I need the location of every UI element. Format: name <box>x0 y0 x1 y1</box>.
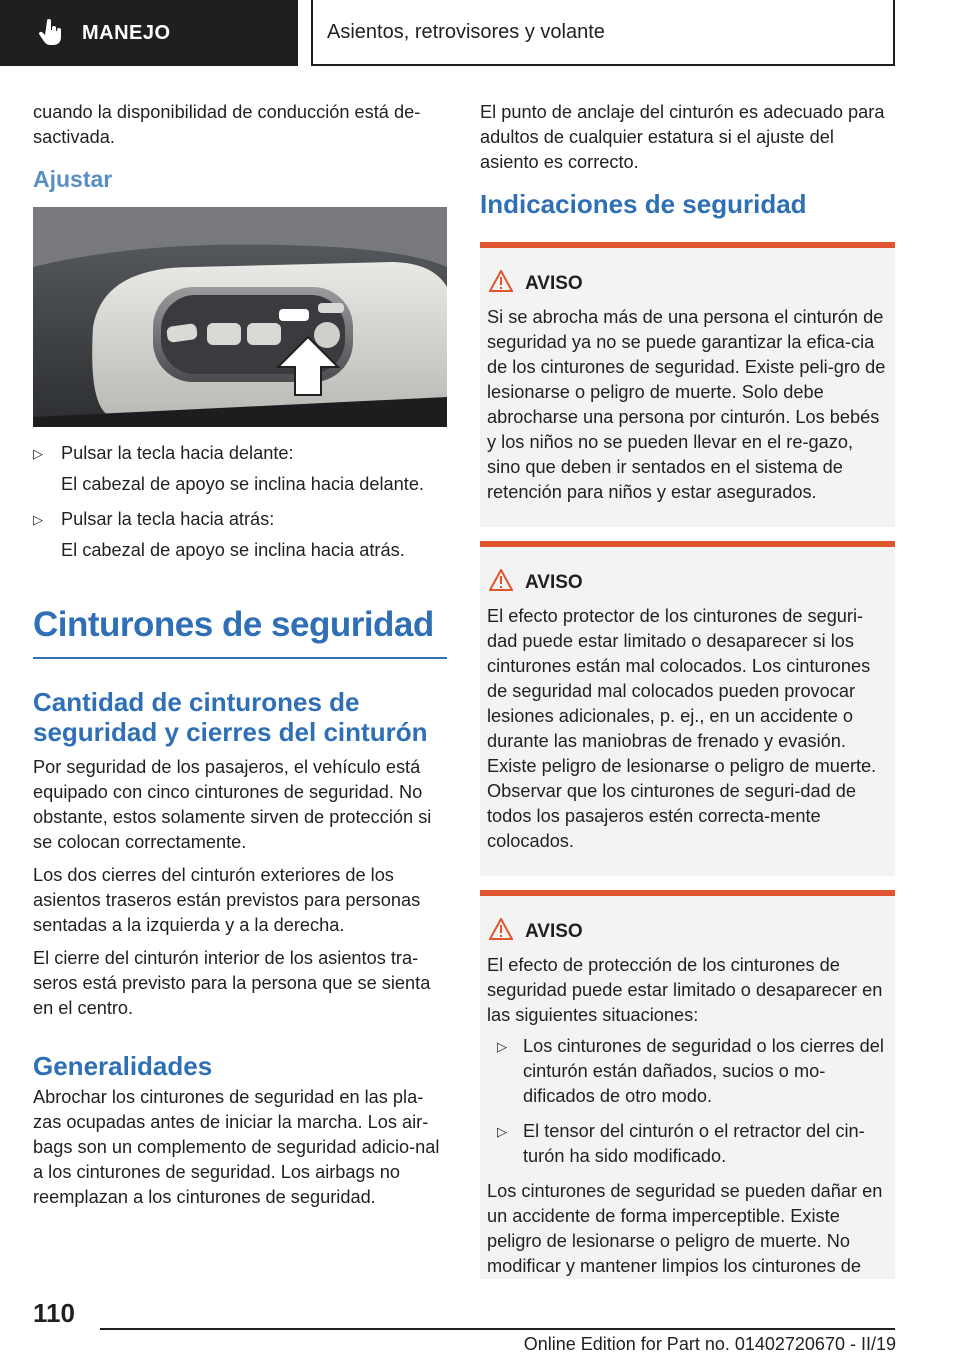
warning-triangle-icon <box>489 569 513 596</box>
header-section-title: MANEJO <box>82 21 171 44</box>
anchor-intro-text: El punto de anclaje del cinturón es adecuado para adultos de cualquier estatura si el ajuste del asiento es correcto. <box>480 102 885 172</box>
paragraph: El cierre del cinturón interior de los asientos tra-seros está previsto para la persona que se sienta en el centro. <box>33 948 431 1018</box>
triangle-bullet-icon: ▷ <box>497 1124 507 1139</box>
triangle-bullet-icon: ▷ <box>497 1039 507 1054</box>
triangle-bullet-icon: ▷ <box>33 512 43 527</box>
page-number: 110 <box>33 1298 75 1328</box>
footer-edition: Online Edition for Part no. 01402720670 - II/19 <box>523 1334 896 1354</box>
seat-controls-photo <box>33 207 447 427</box>
intro-text: cuando la disponibilidad de conducción está de-sactivada. <box>33 102 421 147</box>
list-item-result: El cabezal de apoyo se inclina hacia delante. <box>61 474 424 494</box>
header-chapter-title: Asientos, retrovisores y volante <box>327 20 605 43</box>
warning-triangle-icon <box>489 270 513 297</box>
triangle-bullet-icon: ▷ <box>33 446 43 461</box>
warning-continued-text: Los cinturones de seguridad se pueden dañar en un accidente de forma imperceptible. Existe peligro de lesionarse o peligro de muerte. No modificar y mantener limpios los cinturones de <box>487 1181 883 1276</box>
list-item <box>33 507 447 563</box>
general-paragraph: Abrochar los cinturones de seguridad en las pla-zas ocupadas antes de iniciar la marcha. Los air-bags son un complemento de seguridad adicio-nal a los cinturones de seguridad. Los airbags no reemplazan a los cinturones de seguridad. <box>33 1087 440 1207</box>
warning-text: El efecto de protección de los cinturones de seguridad puede estar limitado o desaparecer en las siguientes situaciones: <box>487 955 883 1025</box>
list-item-text: Pulsar la tecla hacia atrás: <box>61 509 275 529</box>
warning-box <box>480 242 895 527</box>
right-column <box>480 100 895 1285</box>
footer-divider <box>100 1328 895 1330</box>
left-column <box>33 100 447 1218</box>
adjust-list <box>33 441 447 563</box>
warning-box <box>480 890 895 1279</box>
warning-label: AVISO <box>525 920 583 942</box>
warning-triangle-icon <box>489 918 513 945</box>
hand-pointer-icon <box>36 18 66 48</box>
paragraph: Los dos cierres del cinturón exteriores de los asientos traseros están previstos para personas sentadas a la izquierda y a la derecha. <box>33 865 421 935</box>
list-item-text: Los cinturones de seguridad o los cierres del cinturón están dañados, sucios o mo-dificados de otro modo. <box>523 1036 884 1106</box>
list-item-text: El tensor del cinturón o el retractor del cin-turón ha sido modificado. <box>523 1121 865 1166</box>
safety-heading: Indicaciones de seguridad <box>480 189 807 219</box>
main-heading: Cinturones de seguridad <box>33 605 447 659</box>
warning-label: AVISO <box>525 272 583 294</box>
adjust-heading: Ajustar <box>33 166 113 192</box>
paragraph: Por seguridad de los pasajeros, el vehículo está equipado con cinco cinturones de seguridad. No obstante, estos solamente sirven de protección si se colocan correctamente. <box>33 757 432 852</box>
list-item <box>487 1119 888 1169</box>
header-section-tab <box>0 0 298 66</box>
warning-text: Si se abrocha más de una persona el cinturón de seguridad ya no se puede garantizar la efica-cia de los cinturones de seguridad. Existe peli-gro de lesionarse o peligro de muerte. Solo debe abrocharse una persona por cinturón. Los bebés y los niños no se pueden llevar en el re-gazo, sino que deben ir sentados en el sistema de retención para niños y estar asegurados. <box>487 307 886 502</box>
sub-heading: Cantidad de cinturones de seguridad y cierres del cinturón <box>33 687 428 747</box>
list-item <box>487 1034 888 1109</box>
general-heading: Generalidades <box>33 1051 213 1081</box>
warning-list <box>487 1034 888 1169</box>
warning-text: El efecto protector de los cinturones de seguri-dad puede estar limitado o desaparecer si los cinturones están mal colocados. Los cinturones de seguridad mal colocados pueden provocar lesiones adicionales, p. ej., en un accidente o durante las maniobras de frenado y evasión. Existe peligro de lesionarse o peligro de muerte. Observar que los cinturones de seguri-dad de todos los pasajeros estén correcta-mente colocados. <box>487 606 877 851</box>
header-chapter-tab <box>311 0 895 66</box>
list-item-text: Pulsar la tecla hacia delante: <box>61 443 294 463</box>
warning-label: AVISO <box>525 571 583 593</box>
list-item <box>33 441 447 497</box>
warning-box <box>480 541 895 876</box>
list-item-result: El cabezal de apoyo se inclina hacia atrás. <box>61 540 405 560</box>
